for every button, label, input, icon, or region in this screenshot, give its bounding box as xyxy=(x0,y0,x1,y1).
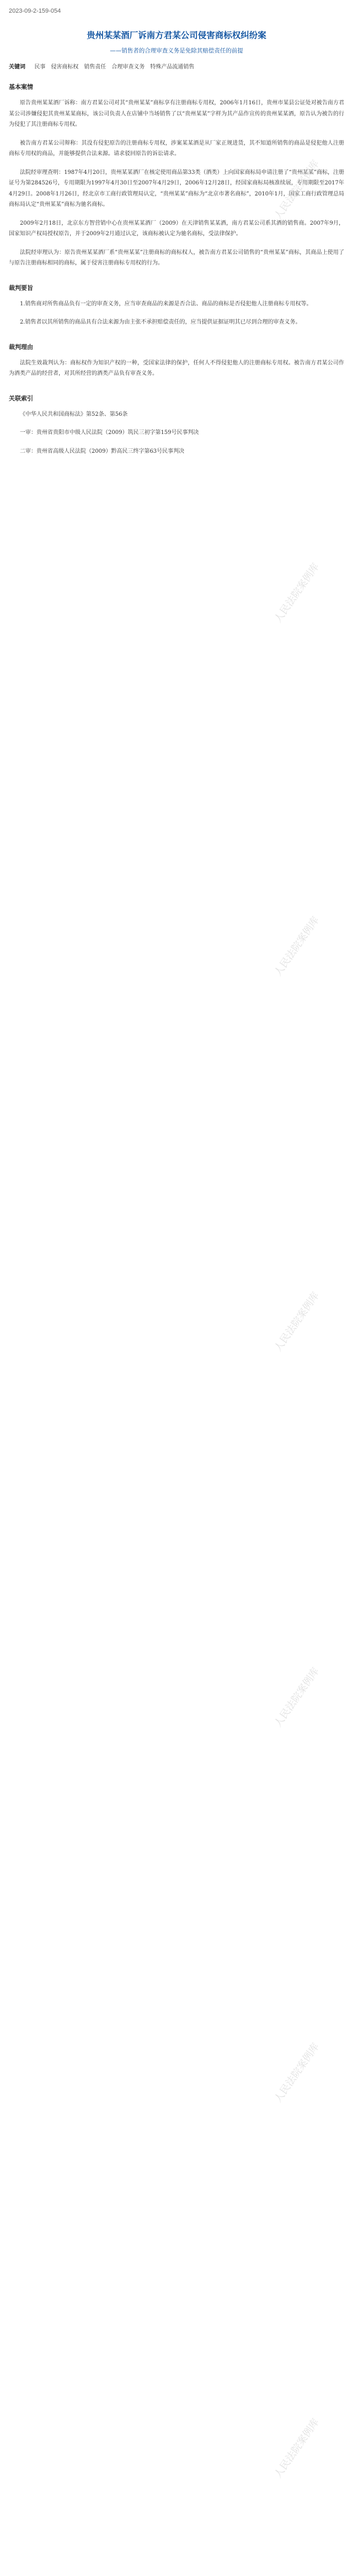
facts-paragraph: 法院经审理查明：1987年4月20日，贵州某某酒厂在核定使用商品第33类（酒类）上向国家商标局申请注册了“贵州某某”商标，注册证号为第284526号，专用期限为1997年4月30日至2007年4月29日，2006年12月28日，经国家商标局核准续展，专用期限至2017年4月29日。2008年1月26日，经北京市工商行政管理局认定，“贵州某某”商标为“北京市著名商标”，2010年1月，国家工商行政管理总局商标局认定“贵州某某”商标为驰名商标。 xyxy=(9,169,344,208)
reasoning-paragraph: 法院生效裁判认为：商标权作为知识产权的一种，受国家法律的保护，任何人不得侵犯他人的注册商标专用权。被告南方君某公司作为酒类产品的经营者，对其所经营的酒类产品负有审查义务。 xyxy=(9,359,344,377)
reference-item: 《中华人民共和国商标法》第52条、第56条 xyxy=(20,411,128,417)
keywords-text: 民事 侵害商标权 销售责任 合理审查义务 特殊产品流通销售 xyxy=(34,64,195,70)
facts-paragraph: 2009年2月18日，北京东方智营销中心在贵州某某酒厂（2009）在天津销售某某酒，南方君某公司系其酒的销售商。2007年9月，国家知识产权局授权原告，并于2009年2月通过认定，该商标被认定为驰名商标，受法律保护。 xyxy=(9,220,344,237)
watermark: 人民法院案例库 xyxy=(272,561,322,625)
case-number: 2023-09-2-159-054 xyxy=(9,8,61,14)
section-heading-facts: 基本案情 xyxy=(9,83,33,91)
watermark: 人民法院案例库 xyxy=(272,1665,322,1729)
judgment-paragraph: 1.销售商对所售商品负有一定的审查义务，应当审查商品的来源是否合法、商品的商标是否侵犯他人注册商标专用权等。 xyxy=(20,300,312,307)
facts-paragraph: 法院经审理认为：原告贵州某某酒厂系“贵州某某”注册商标的商标权人，被告南方君某公司销售的“贵州某某”商标，其商品上使用了与原告注册商标相同的商标，属于侵害注册商标专用权的行为。 xyxy=(9,249,344,266)
watermark: 人民法院案例库 xyxy=(272,2416,322,2480)
reference-item: 一审：贵州省贵阳市中级人民法院（2009）筑民三初字第159号民事判决 xyxy=(20,430,199,436)
watermark: 人民法院案例库 xyxy=(272,2041,322,2105)
facts-paragraph: 原告贵州某某酒厂诉称：南方君某公司对其“贵州某某”商标享有注册商标专用权，2006年1月16日，贵州市某县公证处对被告南方君某公司涉嫌侵犯其贵州某某商标，该公司负责人在店铺中当场销售了以“贵州某某”字样为其产品作宣传的贵州某某酒，原告认为被告的行为侵犯了其注册商标专用权。 xyxy=(9,100,344,128)
watermark: 人民法院案例库 xyxy=(272,158,322,222)
watermark: 人民法院案例库 xyxy=(272,1290,322,1354)
keywords-line xyxy=(9,62,344,72)
judgment-paragraph: 2.销售者以其所销售的商品具有合法来源为由主张不承担赔偿责任的，应当提供证据证明其已尽到合理的审查义务。 xyxy=(20,319,301,325)
watermark: 人民法院案例库 xyxy=(272,914,322,978)
keywords-label: 关键词 xyxy=(9,64,25,70)
keywords-separator xyxy=(27,64,33,70)
facts-paragraph: 被告南方君某公司辩称：其没有侵犯原告的注册商标专用权，涉案某某酒是从厂家正规进货，其不知道所销售的商品是侵犯他人注册商标专用权的商品，并能够提供合法来源。请求驳回原告的诉讼请求。 xyxy=(9,140,344,157)
case-subtitle: ——销售者的合理审查义务是免除其赔偿责任的前提 xyxy=(110,47,243,54)
section-heading-reasoning: 裁判理由 xyxy=(9,343,33,351)
section-heading-judgment: 裁判要旨 xyxy=(9,284,33,292)
case-title: 贵州某某酒厂诉南方君某公司侵害商标权纠纷案 xyxy=(87,30,266,40)
reference-item: 二审：贵州省高级人民法院（2009）黔高民三终字第63号民事判决 xyxy=(20,448,185,454)
section-heading-references: 关联索引 xyxy=(9,394,33,402)
